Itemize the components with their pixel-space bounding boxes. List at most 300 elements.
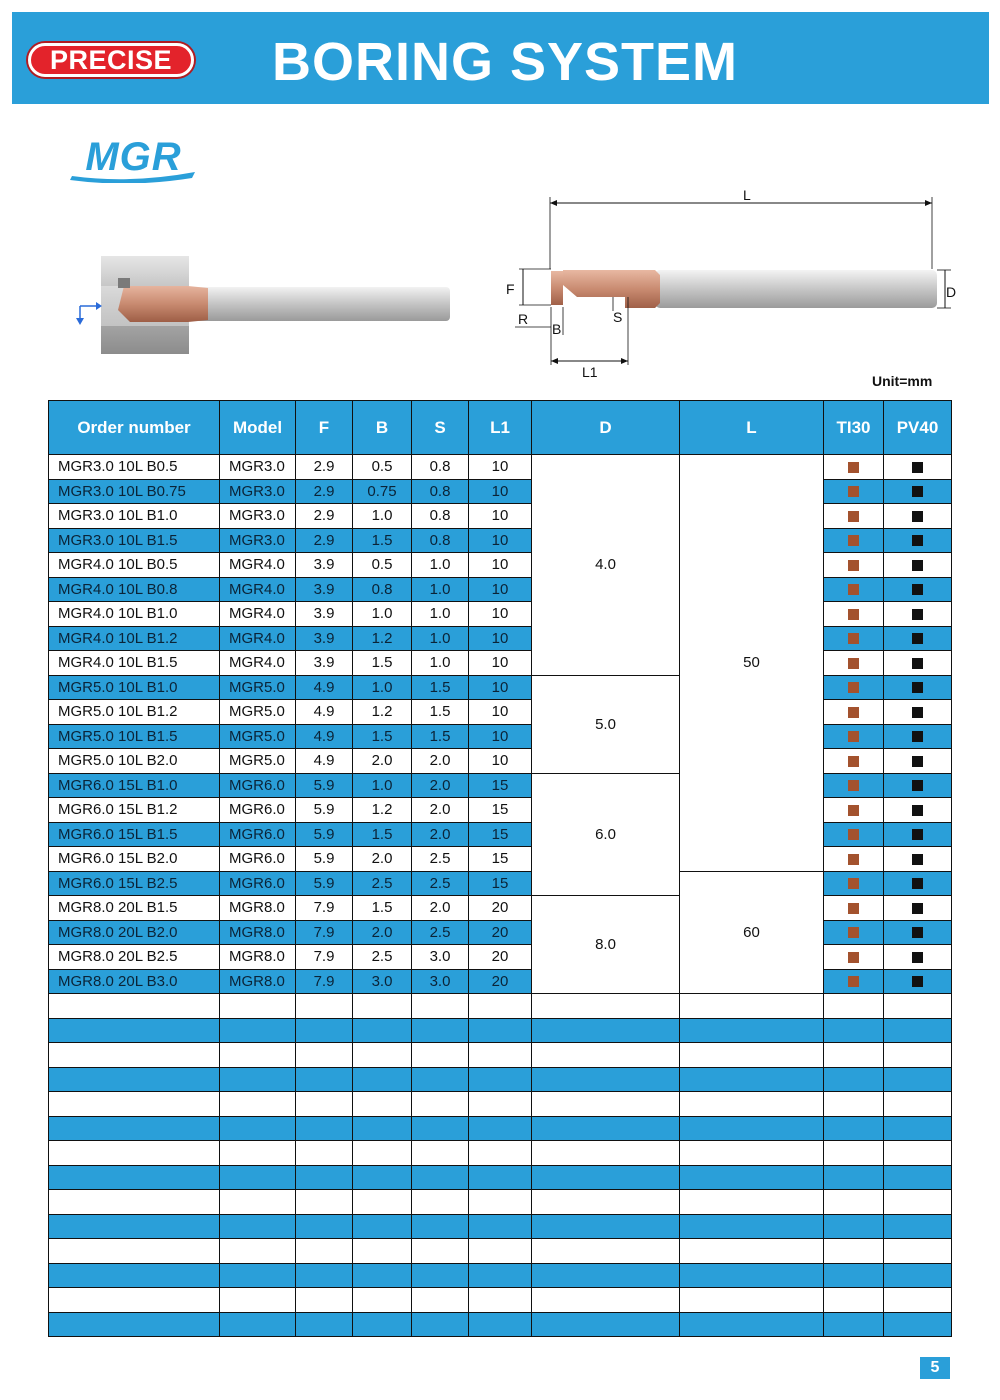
- empty-cell: [353, 1263, 412, 1288]
- empty-cell: [296, 1116, 353, 1141]
- empty-cell: [469, 1263, 532, 1288]
- b-cell: 1.5: [353, 651, 412, 676]
- model-cell: MGR3.0: [220, 528, 296, 553]
- ti30-cell: [824, 773, 884, 798]
- empty-cell: [296, 1018, 353, 1043]
- b-cell: 1.0: [353, 773, 412, 798]
- empty-cell: [469, 1043, 532, 1068]
- order-number-cell: MGR3.0 10L B1.0: [49, 504, 220, 529]
- empty-cell: [532, 1312, 680, 1337]
- empty-cell: [469, 1165, 532, 1190]
- f-cell: 5.9: [296, 847, 353, 872]
- empty-cell: [884, 1239, 952, 1264]
- order-number-cell: MGR5.0 10L B1.5: [49, 724, 220, 749]
- empty-cell: [824, 1043, 884, 1068]
- model-cell: MGR6.0: [220, 871, 296, 896]
- empty-cell: [49, 994, 220, 1019]
- l1-cell: 10: [469, 675, 532, 700]
- empty-cell: [532, 1239, 680, 1264]
- d-group-cell: 5.0: [532, 675, 680, 773]
- model-cell: MGR3.0: [220, 479, 296, 504]
- unit-label: Unit=mm: [872, 373, 933, 389]
- empty-cell: [353, 994, 412, 1019]
- ti30-cell: [824, 651, 884, 676]
- order-number-cell: MGR4.0 10L B1.2: [49, 626, 220, 651]
- ti30-cell: [824, 920, 884, 945]
- b-cell: 1.5: [353, 896, 412, 921]
- empty-cell: [353, 1165, 412, 1190]
- header-b: B: [353, 401, 412, 455]
- s-cell: 2.5: [412, 847, 469, 872]
- empty-cell: [469, 1239, 532, 1264]
- f-cell: 2.9: [296, 455, 353, 480]
- empty-cell: [532, 1116, 680, 1141]
- f-cell: 7.9: [296, 945, 353, 970]
- empty-cell: [296, 994, 353, 1019]
- order-number-cell: MGR8.0 20L B2.0: [49, 920, 220, 945]
- ti30-available-icon: [848, 707, 859, 718]
- empty-cell: [680, 1043, 824, 1068]
- empty-cell: [532, 1214, 680, 1239]
- empty-table-row: [49, 1141, 952, 1166]
- ti30-cell: [824, 945, 884, 970]
- pv40-available-icon: [912, 535, 923, 546]
- empty-cell: [296, 1312, 353, 1337]
- l1-cell: 10: [469, 749, 532, 774]
- empty-cell: [680, 1288, 824, 1313]
- empty-cell: [296, 1165, 353, 1190]
- pv40-available-icon: [912, 805, 923, 816]
- model-cell: MGR6.0: [220, 822, 296, 847]
- f-cell: 3.9: [296, 553, 353, 578]
- order-number-cell: MGR8.0 20L B1.5: [49, 896, 220, 921]
- empty-cell: [532, 1018, 680, 1043]
- pv40-cell: [884, 945, 952, 970]
- empty-cell: [49, 1043, 220, 1068]
- empty-cell: [49, 1288, 220, 1313]
- ti30-cell: [824, 724, 884, 749]
- empty-cell: [824, 1214, 884, 1239]
- ti30-available-icon: [848, 927, 859, 938]
- page-number: 5: [920, 1357, 950, 1379]
- pv40-available-icon: [912, 633, 923, 644]
- b-cell: 0.5: [353, 455, 412, 480]
- empty-table-row: [49, 1288, 952, 1313]
- ti30-cell: [824, 749, 884, 774]
- empty-cell: [469, 1116, 532, 1141]
- empty-table-row: [49, 1043, 952, 1068]
- empty-cell: [220, 1263, 296, 1288]
- pv40-available-icon: [912, 731, 923, 742]
- pv40-cell: [884, 455, 952, 480]
- l1-cell: 10: [469, 577, 532, 602]
- b-cell: 1.5: [353, 822, 412, 847]
- empty-cell: [532, 1043, 680, 1068]
- f-cell: 3.9: [296, 577, 353, 602]
- pv40-available-icon: [912, 927, 923, 938]
- header-l: L: [680, 401, 824, 455]
- b-cell: 0.5: [353, 553, 412, 578]
- empty-cell: [680, 1263, 824, 1288]
- ti30-available-icon: [848, 486, 859, 497]
- empty-cell: [353, 1288, 412, 1313]
- l1-cell: 10: [469, 651, 532, 676]
- empty-cell: [469, 994, 532, 1019]
- s-cell: 0.8: [412, 479, 469, 504]
- empty-cell: [680, 1092, 824, 1117]
- empty-cell: [353, 1018, 412, 1043]
- d-group-cell: 8.0: [532, 896, 680, 994]
- empty-cell: [220, 1165, 296, 1190]
- empty-cell: [824, 1312, 884, 1337]
- model-cell: MGR5.0: [220, 700, 296, 725]
- model-cell: MGR6.0: [220, 847, 296, 872]
- ti30-cell: [824, 798, 884, 823]
- empty-cell: [469, 1018, 532, 1043]
- f-cell: 2.9: [296, 504, 353, 529]
- empty-cell: [412, 1263, 469, 1288]
- b-cell: 1.2: [353, 798, 412, 823]
- order-number-cell: MGR4.0 10L B1.0: [49, 602, 220, 627]
- empty-cell: [49, 1165, 220, 1190]
- ti30-cell: [824, 577, 884, 602]
- f-cell: 5.9: [296, 871, 353, 896]
- l-group-cell: 60: [680, 871, 824, 994]
- order-number-cell: MGR5.0 10L B1.2: [49, 700, 220, 725]
- empty-cell: [412, 1239, 469, 1264]
- empty-cell: [680, 1067, 824, 1092]
- l1-cell: 10: [469, 626, 532, 651]
- empty-table-row: [49, 1239, 952, 1264]
- model-cell: MGR4.0: [220, 626, 296, 651]
- empty-cell: [220, 1043, 296, 1068]
- pv40-cell: [884, 847, 952, 872]
- empty-table-row: [49, 1190, 952, 1215]
- f-cell: 7.9: [296, 920, 353, 945]
- header-order-number: Order number: [49, 401, 220, 455]
- pv40-cell: [884, 675, 952, 700]
- d-group-cell: 4.0: [532, 455, 680, 676]
- s-cell: 2.0: [412, 798, 469, 823]
- empty-table-row: [49, 1214, 952, 1239]
- ti30-cell: [824, 675, 884, 700]
- s-cell: 2.0: [412, 822, 469, 847]
- s-cell: 1.5: [412, 675, 469, 700]
- model-cell: MGR4.0: [220, 577, 296, 602]
- empty-cell: [220, 1214, 296, 1239]
- f-cell: 4.9: [296, 724, 353, 749]
- empty-cell: [220, 1092, 296, 1117]
- empty-cell: [824, 1116, 884, 1141]
- empty-cell: [884, 994, 952, 1019]
- empty-cell: [49, 1263, 220, 1288]
- empty-cell: [824, 1141, 884, 1166]
- empty-cell: [469, 1141, 532, 1166]
- order-number-cell: MGR3.0 10L B0.75: [49, 479, 220, 504]
- f-cell: 3.9: [296, 602, 353, 627]
- header-model: Model: [220, 401, 296, 455]
- empty-cell: [532, 1092, 680, 1117]
- ti30-cell: [824, 479, 884, 504]
- empty-cell: [469, 1067, 532, 1092]
- pv40-available-icon: [912, 682, 923, 693]
- header-d: D: [532, 401, 680, 455]
- empty-cell: [680, 1165, 824, 1190]
- order-number-cell: MGR6.0 15L B1.0: [49, 773, 220, 798]
- pv40-available-icon: [912, 462, 923, 473]
- pv40-cell: [884, 822, 952, 847]
- ti30-cell: [824, 602, 884, 627]
- dim-label-l: L: [743, 187, 751, 203]
- pv40-cell: [884, 553, 952, 578]
- b-cell: 2.0: [353, 847, 412, 872]
- b-cell: 2.0: [353, 749, 412, 774]
- pv40-available-icon: [912, 854, 923, 865]
- empty-cell: [469, 1288, 532, 1313]
- s-cell: 2.0: [412, 773, 469, 798]
- pv40-cell: [884, 724, 952, 749]
- empty-cell: [469, 1312, 532, 1337]
- pv40-cell: [884, 798, 952, 823]
- table-header-row: [49, 401, 952, 455]
- order-number-cell: MGR4.0 10L B0.8: [49, 577, 220, 602]
- order-number-cell: MGR6.0 15L B1.2: [49, 798, 220, 823]
- s-cell: 1.5: [412, 700, 469, 725]
- logo-swoosh-icon: [70, 136, 197, 183]
- b-cell: 1.0: [353, 504, 412, 529]
- empty-cell: [49, 1116, 220, 1141]
- pv40-available-icon: [912, 560, 923, 571]
- s-cell: 1.0: [412, 602, 469, 627]
- l1-cell: 15: [469, 847, 532, 872]
- empty-cell: [824, 1092, 884, 1117]
- ti30-available-icon: [848, 903, 859, 914]
- l1-cell: 20: [469, 920, 532, 945]
- empty-cell: [532, 1165, 680, 1190]
- b-cell: 1.5: [353, 528, 412, 553]
- mgr-logo: [70, 136, 197, 183]
- empty-table-row: [49, 1312, 952, 1337]
- empty-cell: [532, 1288, 680, 1313]
- b-cell: 1.2: [353, 626, 412, 651]
- model-cell: MGR4.0: [220, 553, 296, 578]
- empty-cell: [680, 1116, 824, 1141]
- l1-cell: 20: [469, 969, 532, 994]
- pv40-cell: [884, 749, 952, 774]
- s-cell: 2.0: [412, 896, 469, 921]
- empty-table-row: [49, 1018, 952, 1043]
- empty-cell: [220, 1312, 296, 1337]
- empty-cell: [412, 1165, 469, 1190]
- ti30-cell: [824, 553, 884, 578]
- f-cell: 2.9: [296, 528, 353, 553]
- empty-cell: [824, 1018, 884, 1043]
- f-cell: 5.9: [296, 822, 353, 847]
- empty-cell: [532, 1067, 680, 1092]
- f-cell: 3.9: [296, 651, 353, 676]
- empty-cell: [412, 1214, 469, 1239]
- dim-label-b: B: [552, 321, 562, 337]
- empty-cell: [49, 1214, 220, 1239]
- ti30-available-icon: [848, 854, 859, 865]
- ti30-available-icon: [848, 609, 859, 620]
- empty-cell: [532, 1263, 680, 1288]
- empty-cell: [412, 1141, 469, 1166]
- ti30-available-icon: [848, 462, 859, 473]
- empty-cell: [884, 1190, 952, 1215]
- empty-cell: [296, 1239, 353, 1264]
- empty-cell: [532, 1190, 680, 1215]
- pv40-cell: [884, 773, 952, 798]
- empty-cell: [884, 1141, 952, 1166]
- dim-label-r: R: [518, 311, 529, 327]
- empty-table-row: [49, 1165, 952, 1190]
- f-cell: 4.9: [296, 749, 353, 774]
- model-cell: MGR3.0: [220, 455, 296, 480]
- l1-cell: 15: [469, 822, 532, 847]
- ti30-cell: [824, 896, 884, 921]
- l1-cell: 15: [469, 773, 532, 798]
- pv40-available-icon: [912, 511, 923, 522]
- empty-cell: [824, 1165, 884, 1190]
- s-cell: 0.8: [412, 455, 469, 480]
- s-cell: 2.5: [412, 871, 469, 896]
- s-cell: 3.0: [412, 945, 469, 970]
- empty-cell: [220, 1141, 296, 1166]
- s-cell: 1.5: [412, 724, 469, 749]
- f-cell: 2.9: [296, 479, 353, 504]
- pv40-available-icon: [912, 609, 923, 620]
- b-cell: 1.2: [353, 700, 412, 725]
- ti30-available-icon: [848, 805, 859, 816]
- ti30-available-icon: [848, 682, 859, 693]
- pv40-available-icon: [912, 952, 923, 963]
- page-title: BORING SYSTEM: [272, 32, 739, 92]
- pv40-cell: [884, 602, 952, 627]
- ti30-available-icon: [848, 731, 859, 742]
- model-cell: MGR8.0: [220, 969, 296, 994]
- empty-cell: [884, 1214, 952, 1239]
- s-cell: 1.0: [412, 651, 469, 676]
- f-cell: 7.9: [296, 896, 353, 921]
- empty-table-row: [49, 1092, 952, 1117]
- empty-cell: [296, 1067, 353, 1092]
- pv40-available-icon: [912, 829, 923, 840]
- empty-cell: [296, 1263, 353, 1288]
- dim-label-f: F: [506, 281, 515, 297]
- empty-cell: [824, 1067, 884, 1092]
- empty-cell: [532, 1141, 680, 1166]
- order-number-cell: MGR5.0 10L B1.0: [49, 675, 220, 700]
- f-cell: 7.9: [296, 969, 353, 994]
- order-number-cell: MGR4.0 10L B1.5: [49, 651, 220, 676]
- pv40-cell: [884, 626, 952, 651]
- empty-cell: [220, 1190, 296, 1215]
- empty-cell: [884, 1092, 952, 1117]
- empty-table-row: [49, 994, 952, 1019]
- empty-cell: [353, 1043, 412, 1068]
- empty-table-row: [49, 1067, 952, 1092]
- ti30-cell: [824, 455, 884, 480]
- s-cell: 1.0: [412, 553, 469, 578]
- empty-cell: [49, 1141, 220, 1166]
- empty-cell: [680, 1190, 824, 1215]
- s-cell: 1.0: [412, 577, 469, 602]
- pv40-cell: [884, 528, 952, 553]
- ti30-cell: [824, 822, 884, 847]
- empty-cell: [884, 1067, 952, 1092]
- empty-cell: [884, 1018, 952, 1043]
- model-cell: MGR4.0: [220, 651, 296, 676]
- empty-cell: [220, 994, 296, 1019]
- empty-cell: [412, 1018, 469, 1043]
- ti30-cell: [824, 969, 884, 994]
- model-cell: MGR4.0: [220, 602, 296, 627]
- empty-cell: [49, 1239, 220, 1264]
- ti30-available-icon: [848, 584, 859, 595]
- empty-cell: [353, 1239, 412, 1264]
- order-number-cell: MGR3.0 10L B0.5: [49, 455, 220, 480]
- ti30-available-icon: [848, 535, 859, 546]
- b-cell: 2.5: [353, 945, 412, 970]
- empty-cell: [884, 1312, 952, 1337]
- dimension-diagram: [505, 185, 965, 380]
- empty-cell: [680, 994, 824, 1019]
- order-number-cell: MGR6.0 15L B2.5: [49, 871, 220, 896]
- empty-cell: [884, 1043, 952, 1068]
- empty-cell: [220, 1018, 296, 1043]
- l1-cell: 10: [469, 602, 532, 627]
- model-cell: MGR8.0: [220, 945, 296, 970]
- empty-cell: [469, 1190, 532, 1215]
- empty-cell: [824, 994, 884, 1019]
- f-cell: 5.9: [296, 798, 353, 823]
- ti30-available-icon: [848, 780, 859, 791]
- pv40-available-icon: [912, 756, 923, 767]
- tool-in-workpiece-figure: [68, 250, 458, 358]
- empty-cell: [884, 1263, 952, 1288]
- empty-cell: [680, 1214, 824, 1239]
- spec-table: [48, 400, 952, 1337]
- f-cell: 4.9: [296, 700, 353, 725]
- empty-cell: [49, 1092, 220, 1117]
- empty-cell: [220, 1116, 296, 1141]
- empty-cell: [824, 1263, 884, 1288]
- pv40-cell: [884, 920, 952, 945]
- empty-cell: [824, 1190, 884, 1215]
- ti30-available-icon: [848, 511, 859, 522]
- pv40-available-icon: [912, 584, 923, 595]
- pv40-available-icon: [912, 976, 923, 987]
- pv40-cell: [884, 700, 952, 725]
- empty-cell: [412, 1043, 469, 1068]
- l1-cell: 15: [469, 871, 532, 896]
- ti30-available-icon: [848, 560, 859, 571]
- ti30-cell: [824, 871, 884, 896]
- dim-label-l1: L1: [582, 364, 598, 380]
- ti30-available-icon: [848, 952, 859, 963]
- header-f: F: [296, 401, 353, 455]
- empty-cell: [49, 1312, 220, 1337]
- pv40-cell: [884, 577, 952, 602]
- empty-cell: [884, 1288, 952, 1313]
- empty-cell: [412, 1092, 469, 1117]
- s-cell: 2.0: [412, 749, 469, 774]
- precise-badge: PRECISE: [28, 43, 194, 77]
- order-number-cell: MGR3.0 10L B1.5: [49, 528, 220, 553]
- empty-cell: [353, 1190, 412, 1215]
- pv40-cell: [884, 651, 952, 676]
